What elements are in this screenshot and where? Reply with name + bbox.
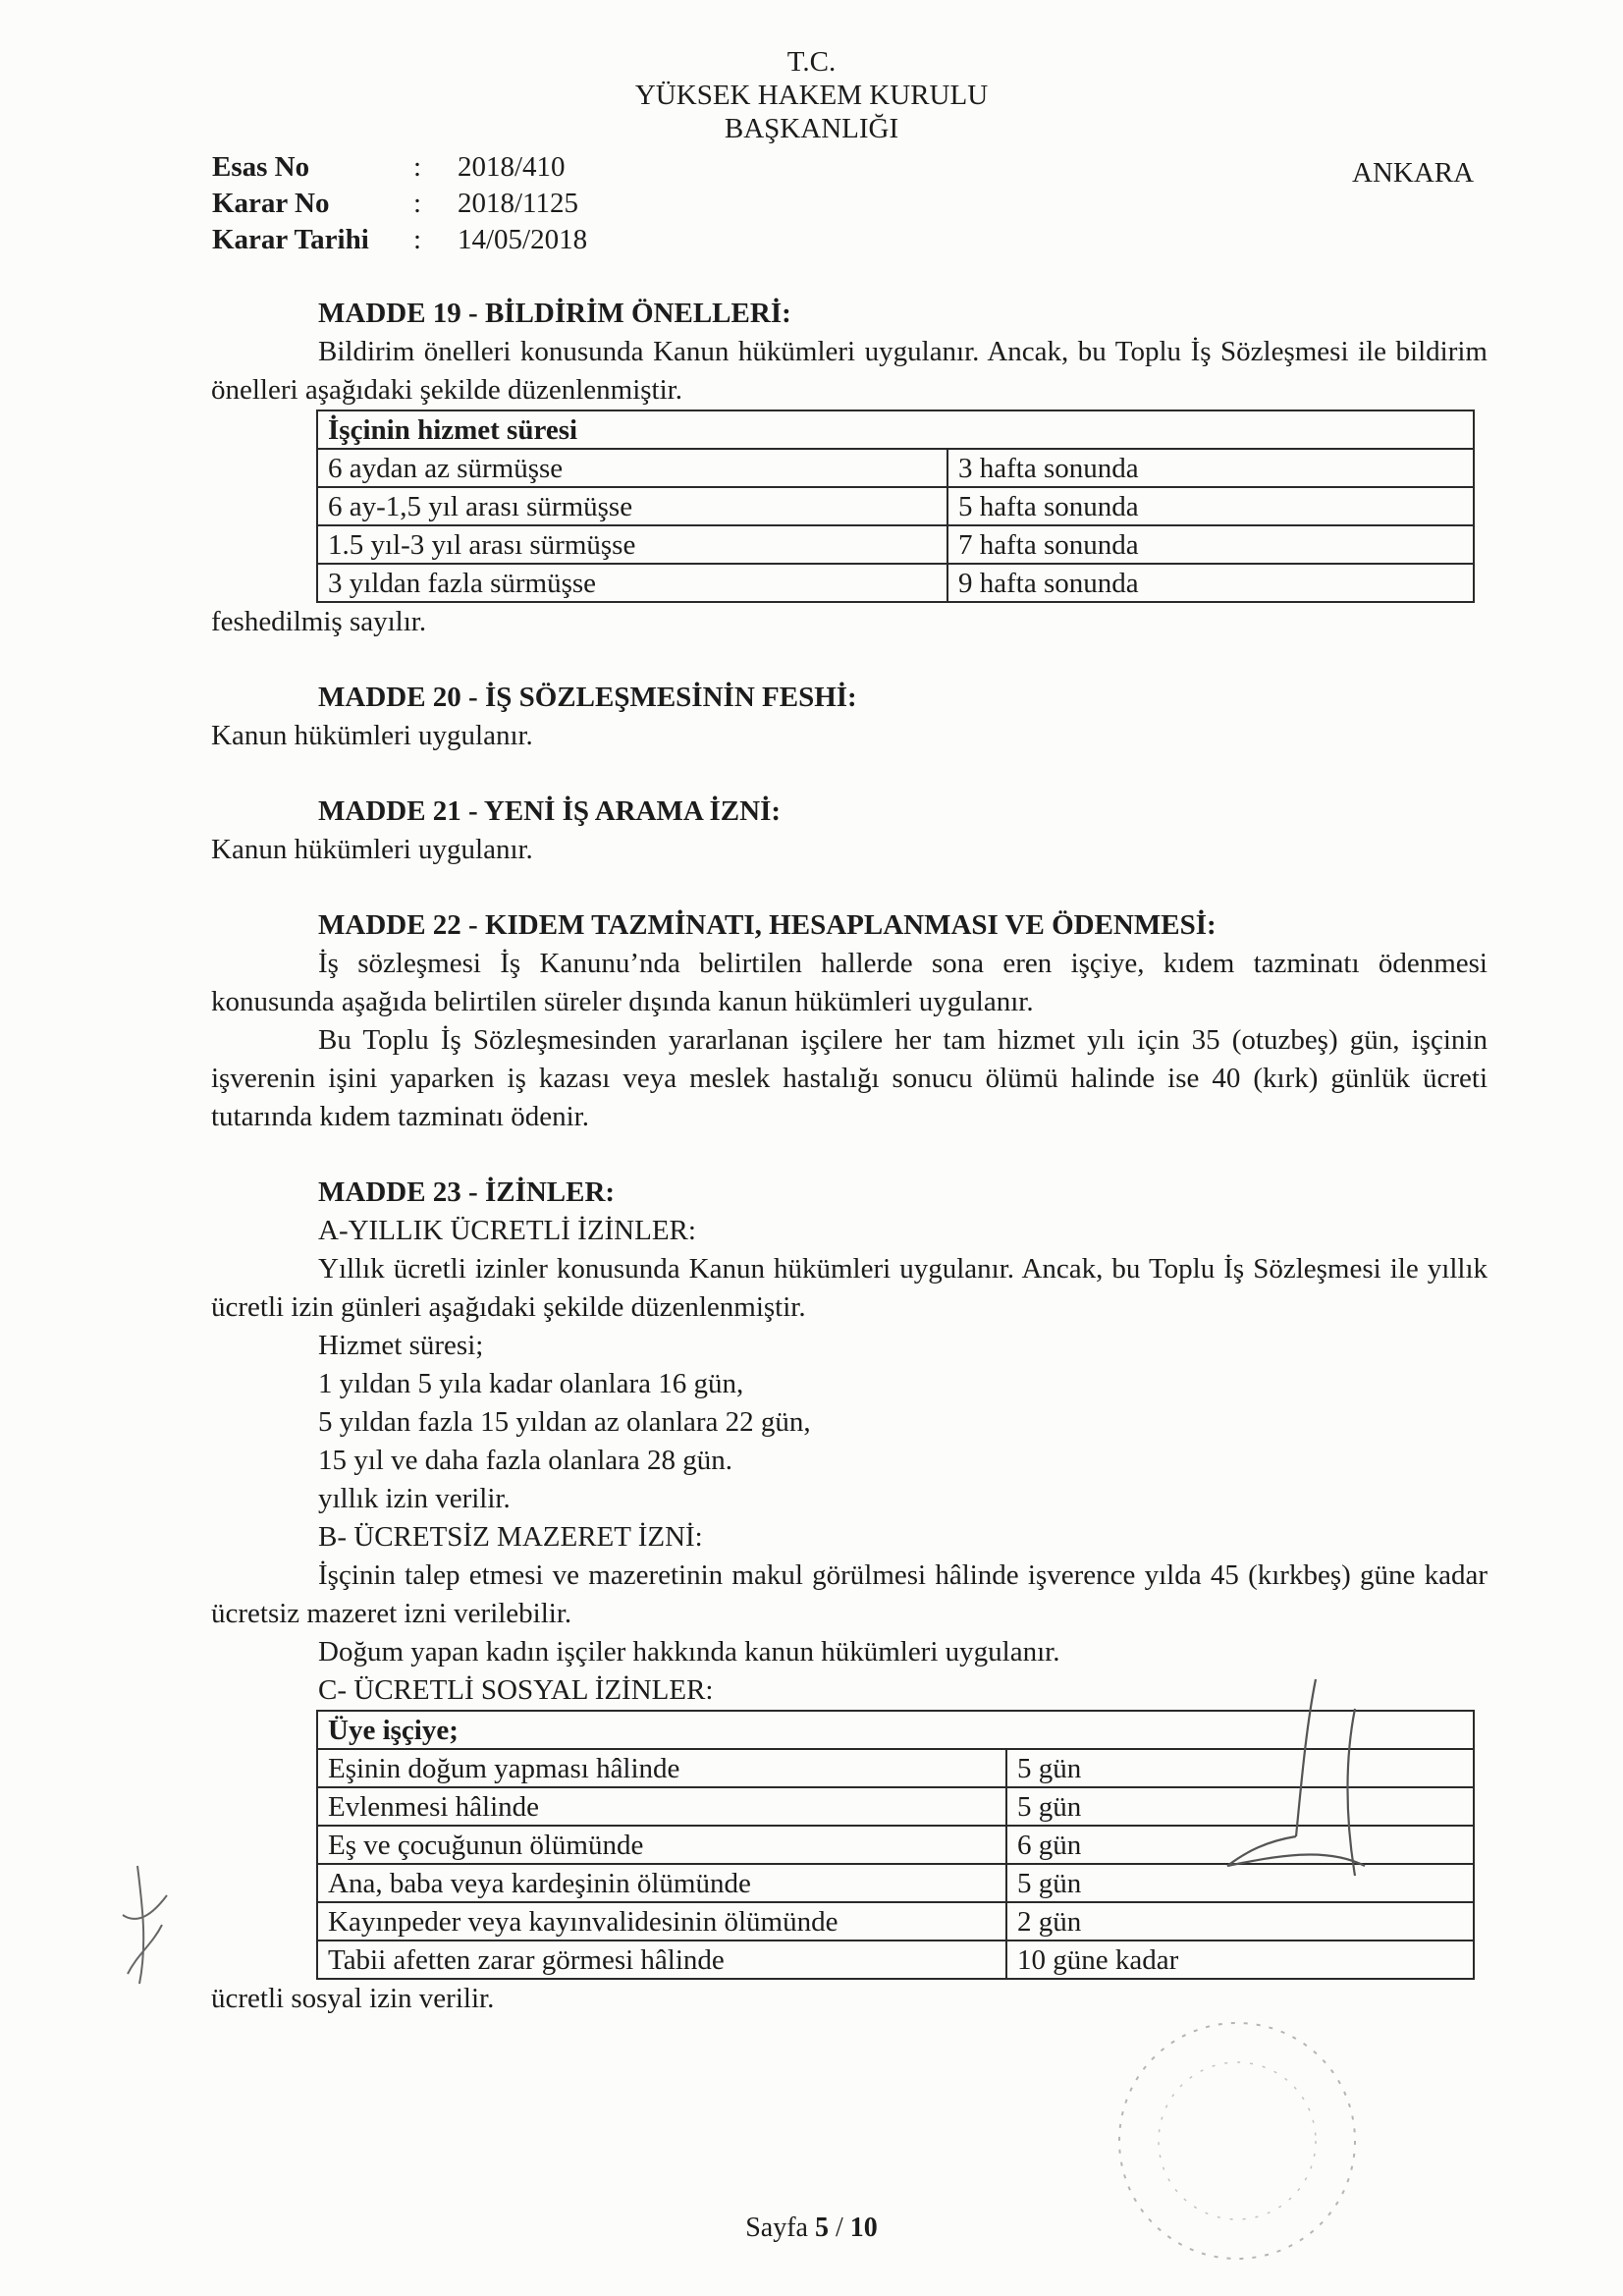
spacer [211,755,1488,793]
signature-mark [1208,1669,1375,1905]
madde-19-text: Bildirim önelleri konusunda Kanun hükümleri uygulanır. Ancak, bu Toplu İş Sözleşmesi ile bildirim önelleri aşağıdaki şekilde düzenlenmiştir. [211,336,1488,406]
tarih-value: 14/05/2018 [458,224,588,255]
table-header: Üye işçiye; [317,1711,1474,1749]
madde-22-paragraph-1: İş sözleşmesi İş Kanunu’nda belirtilen hallerde sona eren işçiye, kıdem tazminatı ödenmesi konusunda aşağıda belirtilen süreler dışında kanun hükümleri uygulanır. [211,948,1488,1017]
days-cell: 2 gün [1006,1902,1474,1941]
karar-value: 2018/1125 [458,188,578,219]
spacer [211,1136,1488,1174]
madde-21-title: MADDE 21 - YENİ İŞ ARAMA İZNİ: [318,795,782,827]
spacer [211,641,1488,679]
days-cell: 5 gün [1006,1787,1474,1826]
list-item: 15 yıl ve daha fazla olanlara 28 gün. [318,1445,732,1476]
meta-colon: : [413,188,422,219]
section-a-title: A-YILLIK ÜCRETLİ İZİNLER: [318,1215,696,1246]
city-label: ANKARA [1352,157,1475,189]
event-cell: Eşinin doğum yapması hâlinde [317,1749,1006,1787]
esas-value: 2018/410 [458,151,566,183]
list-item: yıllık izin verilir. [318,1483,511,1514]
days-cell: 5 gün [1006,1864,1474,1902]
header-tc: T.C. [786,46,837,78]
initials-mark [108,1856,187,2003]
madde-20-title: MADDE 20 - İŞ SÖZLEŞMESİNİN FESHİ: [318,682,857,713]
madde-22-paragraph-2: Bu Toplu İş Sözleşmesinden yararlanan işçilere her tam hizmet yılı için 35 (otuzbeş) gün, işçinin işverenin işini yaparken iş kazası veya meslek hastalığı sonucu ölümü halinde ise 40 (kırk) günlük ücreti tutarında kıdem tazminatı ödenir. [211,1024,1488,1132]
meta-colon: : [413,224,422,255]
page-prefix: Sayfa [745,2213,808,2243]
meta-row-tarih [212,222,587,258]
table-row [317,1902,1474,1941]
list-item: 5 yıldan fazla 15 yıldan az olanlara 22 gün, [318,1406,811,1438]
table-row [317,564,1474,602]
case-meta [212,149,587,258]
header-institution: YÜKSEK HAKEM KURULU [634,80,989,111]
meta-row-esas [212,149,587,186]
event-cell: Ana, baba veya kardeşinin ölümünde [317,1864,1006,1902]
period-cell: 6 aydan az sürmüşse [317,449,947,487]
table-row [317,449,1474,487]
notice-cell: 7 hafta sonunda [947,525,1474,564]
header-office: BAŞKANLIĞI [724,113,899,144]
days-cell: 6 gün [1006,1826,1474,1864]
karar-label: Karar No [212,188,330,219]
days-cell: 5 gün [1006,1749,1474,1787]
section-b-text-2: Doğum yapan kadın işçiler hakkında kanun hükümleri uygulanır. [318,1636,1060,1667]
tarih-label: Karar Tarihi [212,224,369,255]
days-cell: 10 güne kadar [1006,1941,1474,1979]
madde-21-text: Kanun hükümleri uygulanır. [211,834,533,865]
list-item: Hizmet süresi; [318,1330,484,1361]
notice-period-table [316,410,1475,603]
page-number: 5 [814,2213,829,2243]
section-a-text: Yıllık ücretli izinler konusunda Kanun hükümleri uygulanır. Ancak, bu Toplu İş Sözleşmesi ile yıllık ücretli izin günleri aşağıdaki şekilde düzenlenmiştir. [211,1253,1488,1323]
madde-19-after: feshedilmiş sayılır. [211,606,427,637]
event-cell: Eş ve çocuğunun ölümünde [317,1826,1006,1864]
section-b-text: İşçinin talep etmesi ve mazeretinin makul görülmesi hâlinde işverence yılda 45 (kırkbeş) güne kadar ücretsiz mazeret izni verilebilir. [211,1559,1488,1629]
period-cell: 3 yıldan fazla sürmüşse [317,564,947,602]
stamp-mark [1090,1994,1384,2288]
page-total: 10 [849,2213,878,2243]
meta-colon: : [413,151,422,183]
notice-cell: 3 hafta sonunda [947,449,1474,487]
madde-22-title: MADDE 22 - KIDEM TAZMİNATI, HESAPLANMASI VE ÖDENMESİ: [318,909,1217,941]
list-item: 1 yıldan 5 yıla kadar olanlara 16 gün, [318,1368,744,1399]
section-b-title: B- ÜCRETSİZ MAZERET İZNİ: [318,1521,703,1553]
table-header: İşçinin hizmet süresi [317,410,1474,449]
table-row [317,410,1474,449]
notice-cell: 9 hafta sonunda [947,564,1474,602]
table-row [317,525,1474,564]
event-cell: Tabii afetten zarar görmesi hâlinde [317,1941,1006,1979]
table-row [317,487,1474,525]
madde-20-text: Kanun hükümleri uygulanır. [211,720,533,751]
section-c-after: ücretli sosyal izin verilir. [211,1983,495,2014]
document-header [0,45,1623,145]
section-c-title: C- ÜCRETLİ SOSYAL İZİNLER: [318,1674,714,1706]
madde-23-title: MADDE 23 - İZİNLER: [318,1176,616,1208]
page-separator: / [835,2213,843,2243]
spacer [211,869,1488,906]
event-cell: Kayınpeder veya kayınvalidesinin ölümünde [317,1902,1006,1941]
page-footer [0,2213,1623,2244]
period-cell: 1.5 yıl-3 yıl arası sürmüşse [317,525,947,564]
period-cell: 6 ay-1,5 yıl arası sürmüşse [317,487,947,525]
event-cell: Evlenmesi hâlinde [317,1787,1006,1826]
table-row [317,1941,1474,1979]
madde-19-title: MADDE 19 - BİLDİRİM ÖNELLERİ: [318,298,791,329]
meta-row-karar [212,186,587,222]
esas-label: Esas No [212,151,310,183]
notice-cell: 5 hafta sonunda [947,487,1474,525]
